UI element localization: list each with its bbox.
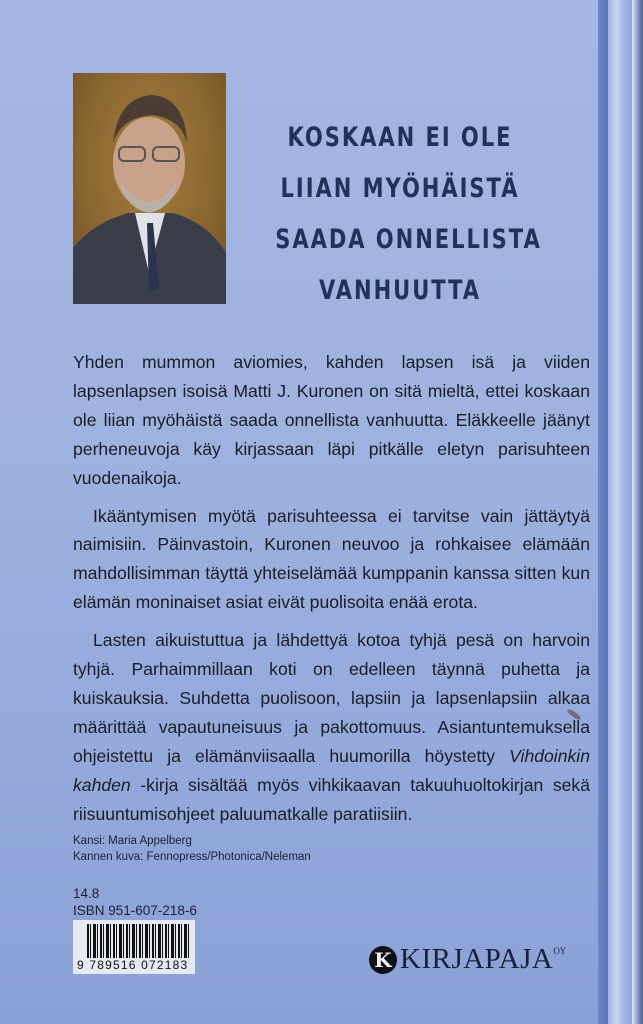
isbn: ISBN 951-607-218-6 [73, 903, 197, 918]
blurb-text: -kirja sisältää myös vihkikaavan takuuhuoltokirjan sekä riisuuntumisohjeet paluumatkalle paratiisiin. [73, 774, 590, 824]
publisher-logo [369, 943, 566, 976]
spine-shadow [598, 0, 608, 1024]
publisher-k-icon: K [369, 946, 397, 974]
page-edge [632, 0, 643, 1024]
headline [275, 112, 542, 316]
book-spine [608, 0, 632, 1024]
author-portrait-icon [73, 73, 226, 304]
headline-line: SAADA ONNELLISTA [275, 224, 542, 255]
blurb-paragraph: Yhden mummon aviomies, kahden lapsen isä ja viiden lapsenlapsen isoisä Matti J. Kuronen on sitä mieltä, ettei koskaan ole liian myöhäistä saada onnellista vanhuutta. Eläkkeelle jäänyt perheneuvoja käy kirjassaan läpi pitkälle eletyn parisuhteen vuodenaikoja. [73, 352, 590, 488]
barcode-number: 9 789516 072183 [77, 958, 189, 972]
cover-designer: Kansi: Maria Appelberg [73, 835, 192, 847]
author-photo [73, 73, 226, 304]
credits [73, 833, 311, 865]
barcode-bars-icon [87, 924, 191, 958]
price-code: 14.8 [73, 886, 100, 901]
headline-line: VANHUUTTA [318, 275, 482, 306]
blurb-paragraph: Ikääntymisen myötä parisuhteessa ei tarvitse vain jättäytyä naimisiin. Päinvastoin, Kuronen neuvoo ja rohkaisee elämään mahdollisimman täyttä yhteiselämää kumppanin kanssa sitten kun elämän moninaiset asiat eivät puolisoita enää erota. [73, 505, 590, 613]
headline-line: LIIAN MYÖHÄISTÄ [280, 173, 520, 204]
blurb [73, 348, 590, 838]
headline-line: KOSKAAN EI OLE [287, 122, 513, 153]
barcode [73, 920, 195, 974]
blurb-text: Lasten aikuistuttua ja lähdettyä kotoa tyhjä pesä on harvoin tyhjä. Parhaimmillaan koti on edelleen täynnä puhetta ja kuiskauksia. Suhdetta puolisoon, lapsiin ja lapsenlapsiin alkaa määrittää vapautuneisuus ja pakottomuus. Asiantuntemuksella ohjeistettu ja elämänviisaalla huumorilla höystetty [73, 630, 590, 766]
price-and-isbn [73, 885, 197, 919]
blurb-paragraph [73, 626, 590, 828]
publisher-suffix: OY [553, 946, 567, 956]
publisher-name: KIRJAPAJA [400, 943, 554, 975]
cover-photo-credit: Kannen kuva: Fennopress/Photonica/Neleman [73, 851, 311, 863]
book-title: Vihdoinkin kahden [73, 745, 590, 795]
